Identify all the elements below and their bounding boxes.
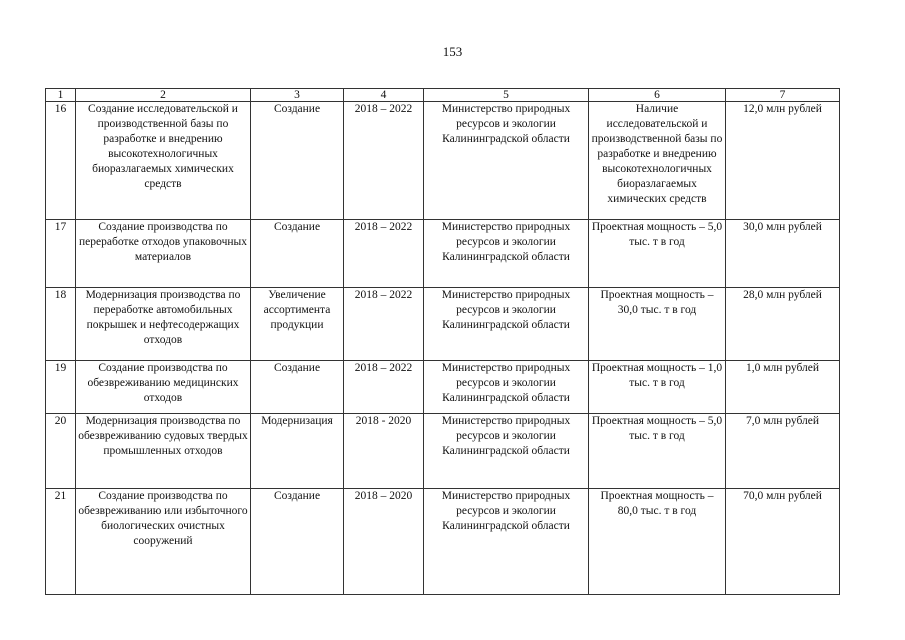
row-number: 19 bbox=[46, 361, 76, 414]
project-executor: Министерство природных ресурсов и экологии Калининградской области bbox=[424, 220, 589, 288]
project-type: Увеличение ассортимента продукции bbox=[251, 288, 344, 361]
project-result: Проектная мощность – 1,0 тыс. т в год bbox=[589, 361, 726, 414]
project-executor: Министерство природных ресурсов и экологии Калининградской области bbox=[424, 361, 589, 414]
project-result: Проектная мощность – 5,0 тыс. т в год bbox=[589, 220, 726, 288]
project-name: Создание исследовательской и производственной базы по разработке и внедрению высокотехнологичных биоразлагаемых химических средств bbox=[76, 102, 251, 220]
projects-table bbox=[45, 88, 840, 595]
row-number: 21 bbox=[46, 489, 76, 595]
row-number: 16 bbox=[46, 102, 76, 220]
project-result: Наличие исследовательской и производственной базы по разработке и внедрению высокотехнологичных биоразлагаемых химических средств bbox=[589, 102, 726, 220]
table-row bbox=[46, 489, 840, 595]
project-name: Модернизация производства по переработке автомобильных покрышек и нефтесодержащих отходов bbox=[76, 288, 251, 361]
table-header-row bbox=[46, 89, 840, 102]
project-result: Проектная мощность – 5,0 тыс. т в год bbox=[589, 414, 726, 489]
project-cost: 30,0 млн рублей bbox=[726, 220, 840, 288]
column-header: 5 bbox=[424, 89, 589, 102]
project-name: Создание производства по обезвреживанию медицинских отходов bbox=[76, 361, 251, 414]
project-name: Создание производства по обезвреживанию или избыточного биологических очистных сооружений bbox=[76, 489, 251, 595]
table-row bbox=[46, 288, 840, 361]
page-number: 153 bbox=[442, 44, 463, 59]
project-type: Создание bbox=[251, 220, 344, 288]
column-header: 3 bbox=[251, 89, 344, 102]
project-period: 2018 – 2020 bbox=[344, 489, 424, 595]
project-result: Проектная мощность – 30,0 тыс. т в год bbox=[589, 288, 726, 361]
project-cost: 1,0 млн рублей bbox=[726, 361, 840, 414]
project-period: 2018 - 2020 bbox=[344, 414, 424, 489]
project-cost: 70,0 млн рублей bbox=[726, 489, 840, 595]
project-executor: Министерство природных ресурсов и экологии Калининградской области bbox=[424, 102, 589, 220]
table-row bbox=[46, 414, 840, 489]
project-period: 2018 – 2022 bbox=[344, 288, 424, 361]
project-type: Создание bbox=[251, 361, 344, 414]
row-number: 20 bbox=[46, 414, 76, 489]
project-type: Модернизация bbox=[251, 414, 344, 489]
project-cost: 28,0 млн рублей bbox=[726, 288, 840, 361]
column-header: 4 bbox=[344, 89, 424, 102]
row-number: 18 bbox=[46, 288, 76, 361]
project-type: Создание bbox=[251, 489, 344, 595]
project-executor: Министерство природных ресурсов и экологии Калининградской области bbox=[424, 489, 589, 595]
row-number: 17 bbox=[46, 220, 76, 288]
project-type: Создание bbox=[251, 102, 344, 220]
project-executor: Министерство природных ресурсов и экологии Калининградской области bbox=[424, 288, 589, 361]
project-period: 2018 – 2022 bbox=[344, 102, 424, 220]
project-period: 2018 – 2022 bbox=[344, 361, 424, 414]
table-row bbox=[46, 361, 840, 414]
column-header: 6 bbox=[589, 89, 726, 102]
column-header: 7 bbox=[726, 89, 840, 102]
column-header: 1 bbox=[46, 89, 76, 102]
project-cost: 12,0 млн рублей bbox=[726, 102, 840, 220]
column-header: 2 bbox=[76, 89, 251, 102]
project-name: Создание производства по переработке отходов упаковочных материалов bbox=[76, 220, 251, 288]
project-period: 2018 – 2022 bbox=[344, 220, 424, 288]
project-executor: Министерство природных ресурсов и экологии Калининградской области bbox=[424, 414, 589, 489]
table-row bbox=[46, 102, 840, 220]
project-name: Модернизация производства по обезвреживанию судовых твердых промышленных отходов bbox=[76, 414, 251, 489]
project-cost: 7,0 млн рублей bbox=[726, 414, 840, 489]
table-row bbox=[46, 220, 840, 288]
project-result: Проектная мощность – 80,0 тыс. т в год bbox=[589, 489, 726, 595]
